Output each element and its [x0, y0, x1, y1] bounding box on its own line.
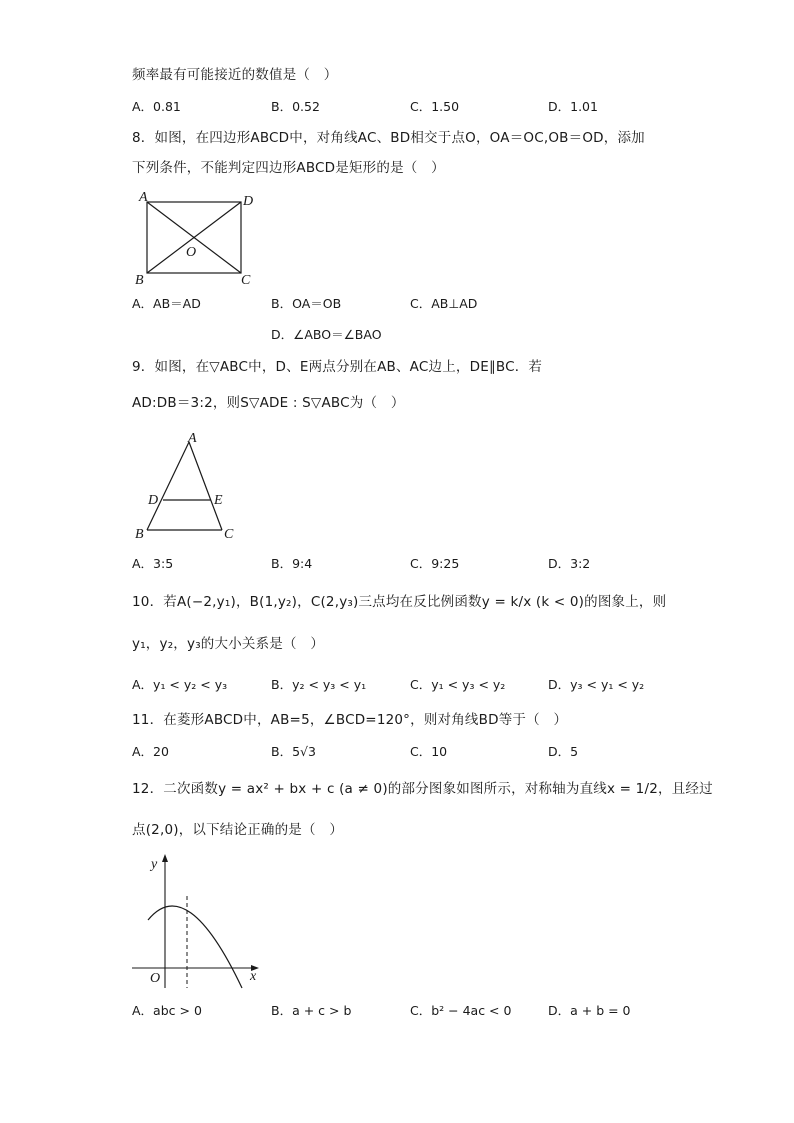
- q8-label-b: B: [135, 273, 144, 288]
- q10-option-b[interactable]: B．y₂ < y₃ < y₁: [271, 677, 367, 692]
- q9-label-a: A: [188, 431, 197, 446]
- q10-stem-line2: y₁，y₂，y₃的大小关系是（ ）: [132, 636, 325, 652]
- q8-option-b[interactable]: B．OA＝OB: [271, 296, 342, 311]
- q7-option-b[interactable]: B．0.52: [271, 99, 320, 114]
- q9-option-c[interactable]: C．9:25: [410, 556, 460, 571]
- q10-option-c[interactable]: C．y₁ < y₃ < y₂: [410, 677, 506, 692]
- q9-option-d[interactable]: D．3:2: [548, 556, 591, 571]
- q7-option-c[interactable]: C．1.50: [410, 99, 460, 114]
- q9-option-a[interactable]: A．3:5: [132, 556, 174, 571]
- q7-option-d[interactable]: D．1.01: [548, 99, 598, 114]
- q12-option-a[interactable]: A．abc > 0: [132, 1003, 202, 1018]
- q12-stem-line2: 点(2,0)，以下结论正确的是（ ）: [132, 822, 344, 838]
- q11-option-b[interactable]: B．5√3: [271, 744, 316, 759]
- q8-option-d[interactable]: D．∠ABO＝∠BAO: [271, 327, 382, 342]
- q8-option-a[interactable]: A．AB＝AD: [132, 296, 201, 311]
- q12-label-o: O: [150, 971, 161, 986]
- q9-label-c: C: [224, 527, 234, 542]
- q12-option-b[interactable]: B．a + c > b: [271, 1003, 352, 1018]
- q9-label-d: D: [148, 493, 159, 508]
- q8-label-c: C: [241, 273, 251, 288]
- q9-label-b: B: [135, 527, 144, 542]
- q12-label-x: x: [250, 969, 257, 984]
- q9-stem-line2: AD:DB＝3:2，则S▽ADE : S▽ABC为（ ）: [132, 395, 405, 411]
- q11-stem-line1: 11．在菱形ABCD中，AB=5，∠BCD=120°，则对角线BD等于（ ）: [132, 712, 568, 728]
- q12-label-y: y: [151, 857, 158, 872]
- q10-option-d[interactable]: D．y₃ < y₁ < y₂: [548, 677, 645, 692]
- q9-label-e: E: [214, 493, 223, 508]
- q10-option-a[interactable]: A．y₁ < y₂ < y₃: [132, 677, 228, 692]
- q8-rectangle-figure: [130, 185, 265, 290]
- q11-option-a[interactable]: A．20: [132, 744, 169, 759]
- q9-stem-line1: 9．如图，在▽ABC中，D、E两点分别在AB、AC边上，DE∥BC．若: [132, 359, 543, 375]
- q12-option-d[interactable]: D．a + b = 0: [548, 1003, 631, 1018]
- q10-stem-line1: 10．若A(−2,y₁)，B(1,y₂)，C(2,y₃)三点均在反比例函数y = k/x (k < 0)的图象上，则: [132, 594, 667, 610]
- q11-option-c[interactable]: C．10: [410, 744, 448, 759]
- q9-option-b[interactable]: B．9:4: [271, 556, 313, 571]
- q11-option-d[interactable]: D．5: [548, 744, 579, 759]
- q8-option-c[interactable]: C．AB⊥AD: [410, 296, 478, 311]
- q8-label-d: D: [243, 194, 254, 209]
- q12-stem-line1: 12．二次函数y = ax² + bx + c (a ≠ 0)的部分图象如图所示，对称轴为直线x = 1/2，且经过: [132, 781, 713, 797]
- q12-parabola-figure: [128, 850, 268, 995]
- q12-option-c[interactable]: C．b² − 4ac < 0: [410, 1003, 512, 1018]
- q7-stem-tail: 频率最有可能接近的数值是（ ）: [132, 67, 338, 83]
- q8-stem-line2: 下列条件，不能判定四边形ABCD是矩形的是（ ）: [132, 160, 445, 176]
- q7-option-a[interactable]: A．0.81: [132, 99, 181, 114]
- q8-label-a: A: [139, 190, 148, 205]
- q8-stem-line1: 8．如图，在四边形ABCD中，对角线AC、BD相交于点O，OA＝OC,OB＝OD，添加: [132, 130, 645, 146]
- q8-label-o: O: [186, 245, 197, 260]
- q9-triangle-figure: [130, 428, 245, 548]
